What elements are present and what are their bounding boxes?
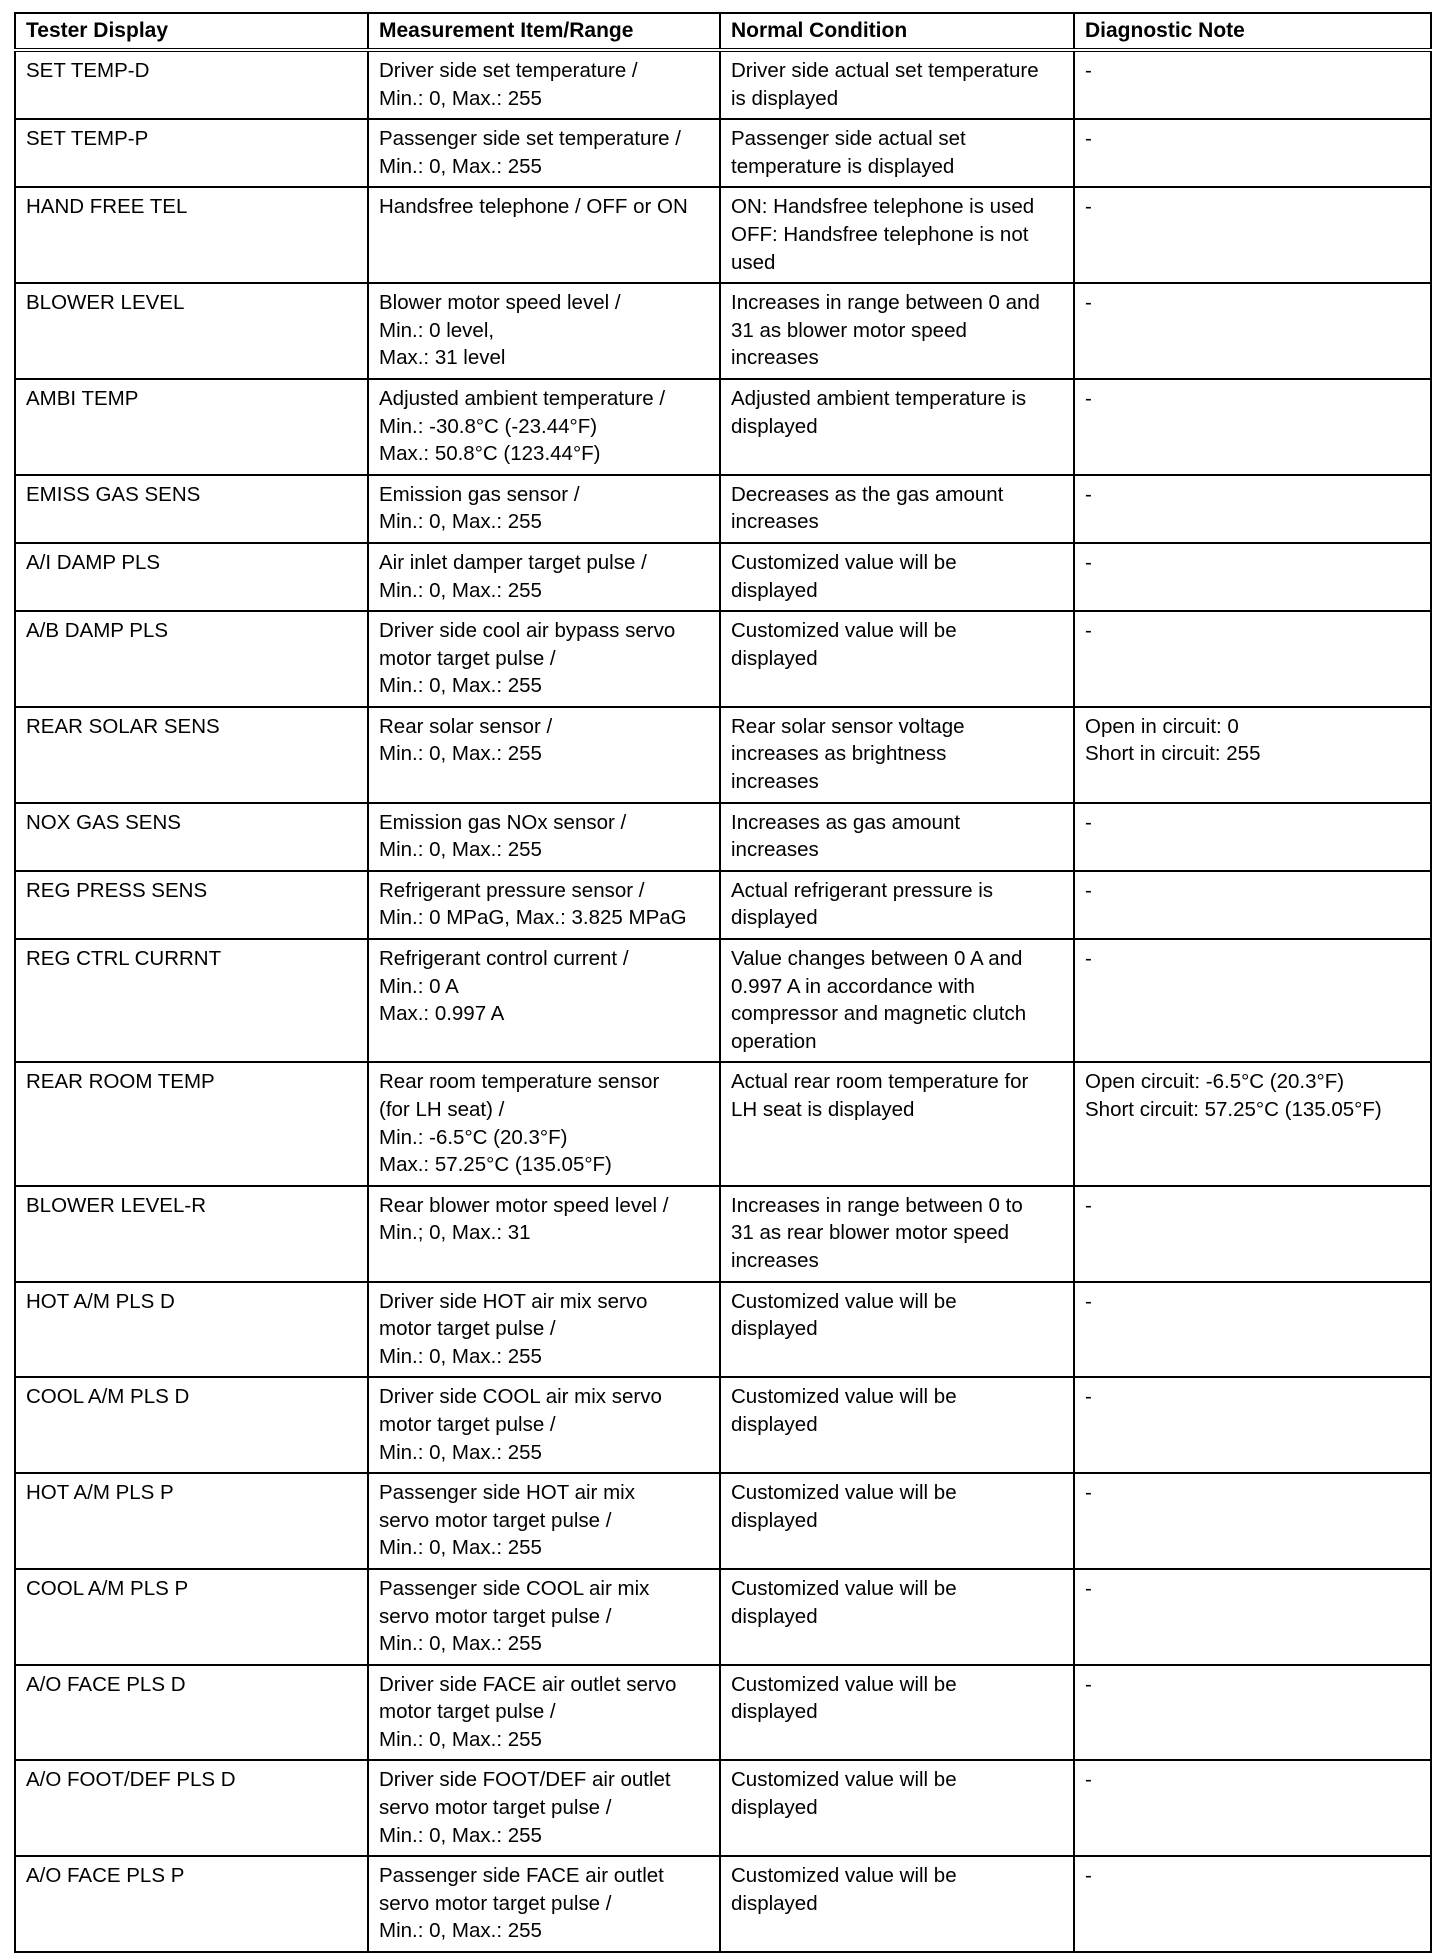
tester-display-cell: REG PRESS SENS	[15, 871, 368, 939]
diagnostic-note-cell: -	[1074, 939, 1431, 1062]
normal-condition-cell: Customized value will be displayed	[720, 1760, 1074, 1856]
table-row	[15, 119, 1431, 187]
table-row	[15, 1062, 1431, 1185]
table-header	[15, 13, 1431, 50]
normal-condition-cell: Customized value will be displayed	[720, 1282, 1074, 1378]
normal-condition-cell: Customized value will be displayed	[720, 1665, 1074, 1761]
header-measurement-item-range: Measurement Item/Range	[368, 13, 720, 50]
table-row	[15, 871, 1431, 939]
normal-condition-cell: Customized value will be displayed	[720, 611, 1074, 707]
table-row	[15, 1473, 1431, 1569]
header-row	[15, 13, 1431, 50]
table-row	[15, 611, 1431, 707]
tester-display-cell: COOL A/M PLS D	[15, 1377, 368, 1473]
measurement-item-cell: Passenger side COOL air mix servo motor target pulse / Min.: 0, Max.: 255	[368, 1569, 720, 1665]
tester-display-cell: EMISS GAS SENS	[15, 475, 368, 543]
measurement-item-cell: Rear room temperature sensor (for LH seat) / Min.: -6.5°C (20.3°F) Max.: 57.25°C (135.05°F)	[368, 1062, 720, 1185]
measurement-item-cell: Emission gas NOx sensor / Min.: 0, Max.: 255	[368, 803, 720, 871]
tester-display-cell: BLOWER LEVEL	[15, 283, 368, 379]
tester-display-cell: REAR ROOM TEMP	[15, 1062, 368, 1185]
table-row	[15, 1186, 1431, 1282]
diagnostic-note-cell: -	[1074, 803, 1431, 871]
measurement-item-cell: Driver side FOOT/DEF air outlet servo motor target pulse / Min.: 0, Max.: 255	[368, 1760, 720, 1856]
measurement-item-cell: Refrigerant control current / Min.: 0 A Max.: 0.997 A	[368, 939, 720, 1062]
measurement-item-cell: Blower motor speed level / Min.: 0 level, Max.: 31 level	[368, 283, 720, 379]
normal-condition-cell: Customized value will be displayed	[720, 1856, 1074, 1952]
diagnostic-note-cell: -	[1074, 187, 1431, 283]
table-row	[15, 543, 1431, 611]
normal-condition-cell: ON: Handsfree telephone is used OFF: Handsfree telephone is not used	[720, 187, 1074, 283]
measurement-item-cell: Handsfree telephone / OFF or ON	[368, 187, 720, 283]
tester-display-cell: REAR SOLAR SENS	[15, 707, 368, 803]
normal-condition-cell: Customized value will be displayed	[720, 1473, 1074, 1569]
normal-condition-cell: Customized value will be displayed	[720, 1569, 1074, 1665]
diagnostic-note-cell: -	[1074, 50, 1431, 119]
measurement-item-cell: Driver side set temperature / Min.: 0, Max.: 255	[368, 50, 720, 119]
tester-display-cell: AMBI TEMP	[15, 379, 368, 475]
measurement-item-cell: Driver side FACE air outlet servo motor target pulse / Min.: 0, Max.: 255	[368, 1665, 720, 1761]
document-sheet	[14, 12, 1430, 1953]
measurement-item-cell: Rear solar sensor / Min.: 0, Max.: 255	[368, 707, 720, 803]
tester-display-cell: NOX GAS SENS	[15, 803, 368, 871]
table-row	[15, 1665, 1431, 1761]
tester-display-cell: A/O FACE PLS P	[15, 1856, 368, 1952]
measurement-item-cell: Driver side cool air bypass servo motor target pulse / Min.: 0, Max.: 255	[368, 611, 720, 707]
tester-display-cell: A/O FOOT/DEF PLS D	[15, 1760, 368, 1856]
tester-display-cell: HOT A/M PLS P	[15, 1473, 368, 1569]
normal-condition-cell: Rear solar sensor voltage increases as brightness increases	[720, 707, 1074, 803]
tester-display-cell: COOL A/M PLS P	[15, 1569, 368, 1665]
diagnostic-note-cell: -	[1074, 1856, 1431, 1952]
diagnostic-note-cell: -	[1074, 1569, 1431, 1665]
normal-condition-cell: Customized value will be displayed	[720, 543, 1074, 611]
measurement-item-cell: Passenger side FACE air outlet servo motor target pulse / Min.: 0, Max.: 255	[368, 1856, 720, 1952]
diagnostic-note-cell: -	[1074, 379, 1431, 475]
tester-display-cell: BLOWER LEVEL-R	[15, 1186, 368, 1282]
diagnostic-note-cell: Open in circuit: 0 Short in circuit: 255	[1074, 707, 1431, 803]
tester-display-cell: SET TEMP-P	[15, 119, 368, 187]
normal-condition-cell: Passenger side actual set temperature is displayed	[720, 119, 1074, 187]
diagnostic-note-cell: -	[1074, 1760, 1431, 1856]
tester-display-cell: HAND FREE TEL	[15, 187, 368, 283]
measurement-item-cell: Air inlet damper target pulse / Min.: 0, Max.: 255	[368, 543, 720, 611]
table-row	[15, 1569, 1431, 1665]
diagnostic-note-cell: -	[1074, 119, 1431, 187]
normal-condition-cell: Increases in range between 0 to 31 as rear blower motor speed increases	[720, 1186, 1074, 1282]
diagnostic-note-cell: -	[1074, 1186, 1431, 1282]
diagnostic-note-cell: Open circuit: -6.5°C (20.3°F) Short circuit: 57.25°C (135.05°F)	[1074, 1062, 1431, 1185]
normal-condition-cell: Adjusted ambient temperature is displayed	[720, 379, 1074, 475]
measurement-item-cell: Emission gas sensor / Min.: 0, Max.: 255	[368, 475, 720, 543]
measurement-item-cell: Adjusted ambient temperature / Min.: -30.8°C (-23.44°F) Max.: 50.8°C (123.44°F)	[368, 379, 720, 475]
normal-condition-cell: Value changes between 0 A and 0.997 A in accordance with compressor and magnetic clutch operation	[720, 939, 1074, 1062]
normal-condition-cell: Actual refrigerant pressure is displayed	[720, 871, 1074, 939]
table-row	[15, 1377, 1431, 1473]
normal-condition-cell: Increases in range between 0 and 31 as blower motor speed increases	[720, 283, 1074, 379]
tester-display-table	[14, 12, 1432, 1953]
diagnostic-note-cell: -	[1074, 283, 1431, 379]
diagnostic-note-cell: -	[1074, 1665, 1431, 1761]
measurement-item-cell: Driver side HOT air mix servo motor target pulse / Min.: 0, Max.: 255	[368, 1282, 720, 1378]
table-row	[15, 803, 1431, 871]
table-row	[15, 939, 1431, 1062]
diagnostic-note-cell: -	[1074, 1377, 1431, 1473]
table-row	[15, 1282, 1431, 1378]
normal-condition-cell: Customized value will be displayed	[720, 1377, 1074, 1473]
measurement-item-cell: Refrigerant pressure sensor / Min.: 0 MPaG, Max.: 3.825 MPaG	[368, 871, 720, 939]
diagnostic-note-cell: -	[1074, 475, 1431, 543]
normal-condition-cell: Decreases as the gas amount increases	[720, 475, 1074, 543]
table-body	[15, 50, 1431, 1952]
measurement-item-cell: Passenger side HOT air mix servo motor target pulse / Min.: 0, Max.: 255	[368, 1473, 720, 1569]
table-row	[15, 1760, 1431, 1856]
diagnostic-note-cell: -	[1074, 543, 1431, 611]
diagnostic-note-cell: -	[1074, 871, 1431, 939]
diagnostic-note-cell: -	[1074, 1282, 1431, 1378]
header-diagnostic-note: Diagnostic Note	[1074, 13, 1431, 50]
normal-condition-cell: Driver side actual set temperature is displayed	[720, 50, 1074, 119]
table-row	[15, 379, 1431, 475]
tester-display-cell: A/I DAMP PLS	[15, 543, 368, 611]
normal-condition-cell: Actual rear room temperature for LH seat is displayed	[720, 1062, 1074, 1185]
measurement-item-cell: Rear blower motor speed level / Min.; 0, Max.: 31	[368, 1186, 720, 1282]
header-normal-condition: Normal Condition	[720, 13, 1074, 50]
measurement-item-cell: Driver side COOL air mix servo motor target pulse / Min.: 0, Max.: 255	[368, 1377, 720, 1473]
measurement-item-cell: Passenger side set temperature / Min.: 0, Max.: 255	[368, 119, 720, 187]
table-row	[15, 187, 1431, 283]
table-row	[15, 283, 1431, 379]
tester-display-cell: A/B DAMP PLS	[15, 611, 368, 707]
tester-display-cell: A/O FACE PLS D	[15, 1665, 368, 1761]
diagnostic-note-cell: -	[1074, 611, 1431, 707]
table-row	[15, 50, 1431, 119]
normal-condition-cell: Increases as gas amount increases	[720, 803, 1074, 871]
table-row	[15, 475, 1431, 543]
table-row	[15, 707, 1431, 803]
diagnostic-note-cell: -	[1074, 1473, 1431, 1569]
tester-display-cell: HOT A/M PLS D	[15, 1282, 368, 1378]
tester-display-cell: REG CTRL CURRNT	[15, 939, 368, 1062]
tester-display-cell: SET TEMP-D	[15, 50, 368, 119]
header-tester-display: Tester Display	[15, 13, 368, 50]
